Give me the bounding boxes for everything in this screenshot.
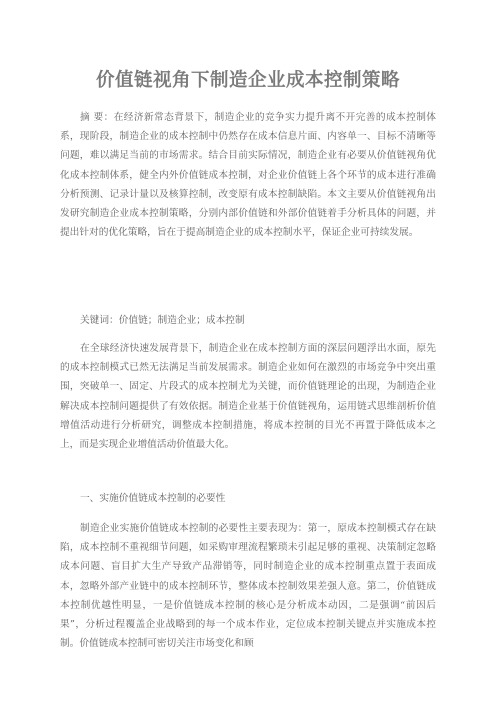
section1-block	[60, 519, 436, 653]
keywords-block	[60, 311, 436, 330]
abstract-paragraph: 摘 要：在经济新常态背景下，制造企业的竞争实力提升离不开完善的成本控制体系，现阶段，制造企业的成本控制中仍然存在成本信息片面、内容单一、目标不清晰等问题，难以满足当前的市场需求。结合目前实际情况，制造企业有必要从价值链视角优化成本控制体系，健全内外价值链成本控制，对企业价值链上各个环节的成本进行准确分析预测、记录计量以及核算控制，改变原有成本控制缺陷。本文主要从价值链视角出发研究制造企业成本控制策略，分别内部价值链和外部价值链着手分析具体的问题，并提出针对的优化策略，旨在于提高制造企业的成本控制水平，保证企业可持续发展。	[60, 112, 436, 239]
keywords-line: 关键词：价值链；制造企业；成本控制	[80, 315, 245, 326]
intro-paragraph: 在全球经济快速发展背景下，制造企业在成本控制方面的深层问题浮出水面，原先的成本控制模式已然无法满足当前发展需求。制造企业如何在激烈的市场竞争中突出重围，突破单一、固定、片段式的成本控制尤为关键，而价值链理论的出现，为制造企业解决成本控制问题提供了有效依据。制造企业基于价值链视角，运用链式思维剖析价值增值活动进行分析研究，调整成本控制措施，将成本控制的目光不再置于降低成本之上，而是实现企业增值活动价值最大化。	[60, 343, 436, 451]
abstract-block	[60, 108, 436, 242]
document-title: 价值链视角下制造企业成本控制策略	[95, 70, 400, 91]
intro-block	[60, 339, 436, 454]
section1-paragraph: 制造企业实施价值链成本控制的必要性主要表现为：第一，原成本控制模式存在缺陷，成本控制不重视细节问题，如采购审理流程繁琐未引起足够的重视、决策制定忽略成本问题、盲目扩大生产导致产品滞销等，同时制造企业的成本控制重点置于表面成本，忽略外部产业链中的成本控制环节，整体成本控制效果差强人意。第二，价值链成本控制优越性明显，一是价值链成本控制的核心是分析成本动因，二是强调“前因后果”，分析过程覆盖企业战略到的每一个成本作业，定位成本控制关键点并实施成本控制。价值链成本控制可密切关注市场变化和顾	[60, 523, 436, 650]
section-heading: 一、实施价值链成本控制的必要性	[80, 493, 226, 504]
